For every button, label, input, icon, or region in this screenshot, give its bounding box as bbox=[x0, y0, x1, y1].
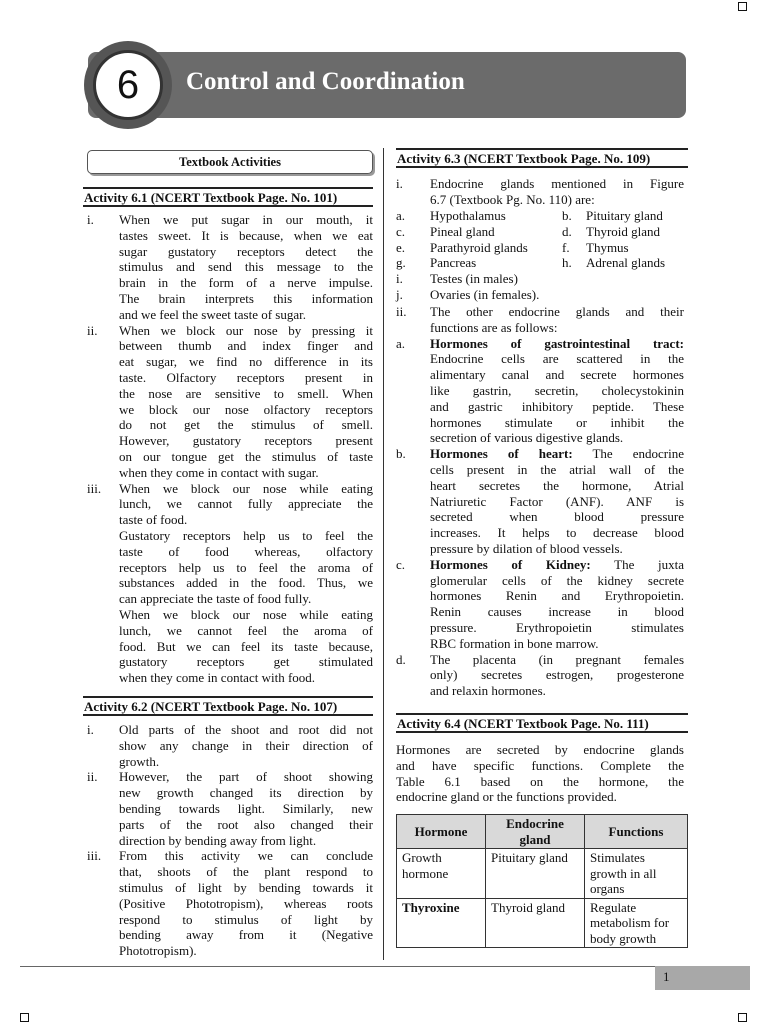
text-line bbox=[396, 320, 684, 336]
line-text: endocrine gland or the functions provided. bbox=[396, 789, 617, 805]
text-line bbox=[87, 943, 373, 959]
line-text: Old parts of the shoot and root did not bbox=[119, 722, 373, 737]
line-text: do not get the stimulus of smell. bbox=[119, 417, 373, 433]
gland-row bbox=[396, 240, 684, 256]
text-line bbox=[87, 244, 373, 260]
line-text: new growth changed its direction by bbox=[119, 785, 373, 801]
list-marker: ii. bbox=[87, 769, 98, 785]
text-line bbox=[87, 591, 373, 607]
list-marker: g. bbox=[396, 255, 406, 271]
table-cell: Regulate metabolism for body growth bbox=[585, 898, 688, 948]
line-text: tastes sweet. It is because, when we eat bbox=[119, 227, 373, 243]
list-marker: a. bbox=[396, 335, 406, 351]
crop-mark-top-right bbox=[738, 2, 747, 11]
line-text: eat sugar, we find no difference in its bbox=[119, 354, 373, 370]
list-marker: e. bbox=[396, 239, 406, 255]
activity-6-1-text bbox=[87, 212, 373, 686]
line-text: Hormones are secreted by endocrine glands bbox=[396, 742, 684, 757]
text-line bbox=[87, 465, 373, 481]
line-text: brain in the form of a nerve impulse. bbox=[119, 275, 373, 291]
line-text: Endocrine cells are scattered in the bbox=[430, 351, 684, 367]
chapter-title: Control and Coordination bbox=[186, 68, 465, 95]
text-line bbox=[396, 604, 684, 620]
table-header: Functions bbox=[585, 815, 688, 849]
text-line bbox=[87, 338, 373, 354]
text-line bbox=[87, 417, 373, 433]
text-line bbox=[396, 667, 684, 683]
line-text: cells present in the atrial wall of the bbox=[430, 461, 684, 477]
text-line bbox=[87, 639, 373, 655]
line-text: secreted when blood pressure bbox=[430, 509, 684, 525]
gland-name: Adrenal glands bbox=[586, 255, 666, 271]
line-text: that, shoots of the plant respond to bbox=[119, 864, 373, 880]
line-text: and have specific functions. Complete the bbox=[396, 757, 684, 773]
text-line bbox=[87, 817, 373, 833]
line-text: stimulus of light by bending towards it bbox=[119, 879, 373, 895]
text-line bbox=[87, 607, 373, 623]
text-line bbox=[87, 528, 373, 544]
text-line bbox=[87, 896, 373, 912]
text-line bbox=[396, 494, 684, 510]
text-line bbox=[87, 275, 373, 291]
text-line bbox=[396, 336, 684, 352]
line-text: pressure. Erythropoietin stimulates bbox=[430, 619, 684, 635]
line-text: hormones stimulate or inhibit the bbox=[430, 414, 684, 430]
line-text: lunch, we cannot feel the aroma of bbox=[119, 622, 373, 638]
line-text: secretion of various digestive glands. bbox=[430, 430, 624, 446]
hormone-table bbox=[396, 814, 688, 948]
line-text bbox=[430, 336, 684, 352]
line-text: taste of food whereas, olfactory bbox=[119, 543, 373, 559]
line-text: we block our nose olfactory receptors bbox=[119, 401, 373, 417]
text-line bbox=[396, 415, 684, 431]
activity-6-3-text bbox=[396, 304, 684, 699]
gland-row bbox=[396, 224, 684, 240]
text-line bbox=[87, 801, 373, 817]
line-text: respond to stimulus of light by bbox=[119, 911, 373, 927]
text-line bbox=[87, 654, 373, 670]
text-line bbox=[396, 758, 684, 774]
line-text: (Positive Phototropism), whereas roots bbox=[119, 895, 373, 911]
text-line bbox=[87, 912, 373, 928]
line-text: taste of food. bbox=[119, 512, 188, 528]
line-text: functions are as follows: bbox=[430, 319, 558, 335]
activity-6-4-text bbox=[396, 742, 684, 805]
gland-row bbox=[396, 287, 684, 303]
sub-heading: Hormones of heart: bbox=[430, 446, 573, 462]
activity-6-3-intro bbox=[396, 176, 684, 208]
line-text: glomerular cells of the kidney secrete bbox=[430, 572, 684, 588]
table-header: Endocrine gland bbox=[486, 815, 585, 849]
list-marker: h. bbox=[562, 255, 572, 271]
text-line bbox=[396, 430, 684, 446]
line-text: Phototropism). bbox=[119, 943, 197, 959]
text-line bbox=[396, 636, 684, 652]
line-text: Natriuretic Factor (ANF). ANF is bbox=[430, 493, 684, 509]
line-text: substances added in the food. Thus, we bbox=[119, 575, 373, 591]
endocrine-gland-list bbox=[396, 208, 684, 303]
text-line bbox=[87, 307, 373, 323]
text-line bbox=[396, 789, 684, 805]
line-text: the nose are sensitive to smell. When bbox=[119, 385, 373, 401]
table-cell: Growth hormone bbox=[397, 849, 486, 899]
list-marker: i. bbox=[396, 271, 403, 287]
line-text: bending towards light. Similarly, new bbox=[119, 800, 373, 816]
text-line bbox=[87, 927, 373, 943]
text-line bbox=[87, 670, 373, 686]
gland-name: Hypothalamus bbox=[430, 208, 506, 223]
line-text: The placenta (in pregnant females bbox=[430, 651, 684, 667]
list-marker: ii. bbox=[396, 304, 407, 319]
line-text: stimulus and send this message to the bbox=[119, 259, 373, 275]
gland-name: Pineal gland bbox=[430, 223, 495, 239]
line-text: heart secretes the hormone, Atrial bbox=[430, 477, 684, 493]
list-marker: b. bbox=[562, 208, 572, 223]
text-line bbox=[87, 354, 373, 370]
line-text: direction by bending away from light. bbox=[119, 832, 317, 848]
line-text: From this activity we can conclude bbox=[119, 848, 373, 864]
text-line bbox=[87, 575, 373, 591]
list-marker: c. bbox=[396, 223, 406, 239]
text-line bbox=[87, 623, 373, 639]
text-line bbox=[396, 351, 684, 367]
list-marker: j. bbox=[396, 286, 403, 302]
list-marker: d. bbox=[396, 651, 406, 667]
line-text: Endocrine glands mentioned in Figure bbox=[430, 176, 684, 191]
line-text: When we block our nose while eating bbox=[119, 606, 373, 622]
line-text: gustatory receptors get stimulated bbox=[119, 654, 373, 670]
table-row bbox=[397, 898, 688, 948]
list-marker: c. bbox=[396, 556, 406, 572]
text-line bbox=[396, 383, 684, 399]
text-line bbox=[396, 588, 684, 604]
text-line bbox=[87, 738, 373, 754]
activity-6-2-text bbox=[87, 722, 373, 959]
line-text: However, gustatory receptors present bbox=[119, 433, 373, 449]
table-cell: Stimulates growth in all organs bbox=[585, 849, 688, 899]
gland-name: Thymus bbox=[586, 239, 629, 255]
text-line bbox=[87, 769, 373, 785]
table-header: Hormone bbox=[397, 815, 486, 849]
line-text: between thumb and index finger and bbox=[119, 338, 373, 354]
line-text: and relaxin hormones. bbox=[430, 683, 546, 699]
line-text: and gastric inhibitory peptide. These bbox=[430, 398, 684, 414]
line-text: taste. Olfactory receptors present in bbox=[119, 369, 373, 385]
text-line bbox=[396, 509, 684, 525]
table-row bbox=[397, 849, 688, 899]
line-text: bending away from it (Negative bbox=[119, 927, 373, 943]
gland-name: Ovaries (in females). bbox=[430, 286, 540, 302]
text-line bbox=[87, 512, 373, 528]
list-marker: i. bbox=[87, 212, 94, 227]
activity-6-1-heading: Activity 6.1 (NCERT Textbook Page. No. 101) bbox=[83, 187, 373, 207]
line-text: Gustatory receptors help us to feel the bbox=[119, 527, 373, 543]
line-text: pressure by dilation of blood vessels. bbox=[430, 540, 623, 556]
text-line bbox=[87, 496, 373, 512]
crop-mark-bottom-right bbox=[738, 1013, 747, 1022]
line-text: when they come in contact with sugar. bbox=[119, 464, 319, 480]
gland-name: Thyroid gland bbox=[586, 223, 661, 239]
table-cell: Thyroxine bbox=[397, 898, 486, 948]
text-line bbox=[87, 754, 373, 770]
line-text: RBC formation in bone marrow. bbox=[430, 635, 599, 651]
table-cell: Pituitary gland bbox=[486, 849, 585, 899]
gland-row bbox=[396, 271, 684, 287]
line-text: sugar gustatory receptors detect the bbox=[119, 243, 373, 259]
line-text: on our tongue get the stimulus of taste bbox=[119, 448, 373, 464]
line-text: parts of the root also changed their bbox=[119, 816, 373, 832]
text-line bbox=[87, 785, 373, 801]
gland-name: Parathyroid glands bbox=[430, 239, 528, 255]
line-text: increases. It helps to decrease blood bbox=[430, 525, 684, 541]
text-line bbox=[396, 620, 684, 636]
text-line bbox=[396, 399, 684, 415]
line-text: When we block our nose while eating bbox=[119, 480, 373, 496]
chapter-number: 6 bbox=[93, 50, 163, 120]
text-line bbox=[87, 722, 373, 738]
list-marker: iii. bbox=[87, 848, 102, 864]
list-marker: ii. bbox=[87, 322, 98, 338]
text-line bbox=[87, 848, 373, 864]
activity-6-2-heading: Activity 6.2 (NCERT Textbook Page. No. 107) bbox=[83, 696, 373, 716]
column-divider bbox=[383, 148, 384, 960]
text-line bbox=[87, 386, 373, 402]
text-line bbox=[396, 742, 684, 758]
text-line bbox=[87, 449, 373, 465]
text-line bbox=[87, 433, 373, 449]
sub-heading: Hormones of gastrointestinal tract: bbox=[430, 335, 684, 351]
text-line bbox=[396, 462, 684, 478]
text-line bbox=[87, 560, 373, 576]
line-text: The brain interprets this information bbox=[119, 290, 373, 306]
text-line bbox=[396, 525, 684, 541]
line-text: 6.7 (Textbook Pg. No. 110) are: bbox=[430, 191, 595, 207]
text-line bbox=[87, 481, 373, 497]
text-line bbox=[396, 446, 684, 462]
line-text: hormones Renin and Erythropoietin. bbox=[430, 588, 684, 604]
list-marker: f. bbox=[562, 239, 570, 255]
gland-row bbox=[396, 255, 684, 271]
page-number: 1 bbox=[655, 966, 750, 990]
line-text: like gastrin, secretin, cholecystokinin bbox=[430, 382, 684, 398]
line-text: and we feel the sweet taste of sugar. bbox=[119, 306, 306, 322]
activity-6-4-heading: Activity 6.4 (NCERT Textbook Page. No. 111) bbox=[396, 713, 688, 733]
gland-name: Testes (in males) bbox=[430, 271, 518, 287]
textbook-activities-label: Textbook Activities bbox=[87, 150, 373, 174]
line-text: However, the part of shoot showing bbox=[119, 769, 373, 785]
line-text: The juxta bbox=[590, 556, 684, 572]
text-line bbox=[396, 541, 684, 557]
text-line bbox=[396, 367, 684, 383]
text-line bbox=[87, 833, 373, 849]
text-line bbox=[396, 176, 684, 192]
text-line bbox=[396, 683, 684, 699]
line-text: lunch, we cannot fully appreciate the bbox=[119, 496, 373, 512]
list-marker: b. bbox=[396, 446, 406, 462]
text-line bbox=[87, 323, 373, 339]
line-text: When we put sugar in our mouth, it bbox=[119, 212, 373, 227]
line-text: The endocrine bbox=[572, 446, 684, 462]
text-line bbox=[87, 402, 373, 418]
line-text: food. But we can feel its taste because, bbox=[119, 638, 373, 654]
text-line bbox=[396, 304, 684, 320]
text-line bbox=[87, 864, 373, 880]
text-line bbox=[396, 573, 684, 589]
line-text: Table 6.1 based on the hormone, the bbox=[396, 773, 684, 789]
list-marker: iii. bbox=[87, 480, 102, 496]
text-line bbox=[396, 557, 684, 573]
line-text: growth. bbox=[119, 753, 160, 769]
line-text bbox=[430, 446, 684, 462]
footer-rule bbox=[20, 966, 750, 967]
text-line bbox=[87, 212, 373, 228]
text-line bbox=[87, 880, 373, 896]
list-marker: i. bbox=[396, 176, 403, 191]
text-line bbox=[396, 192, 684, 208]
line-text bbox=[430, 557, 684, 573]
list-marker: i. bbox=[87, 722, 94, 737]
text-line bbox=[87, 259, 373, 275]
table-cell: Thyroid gland bbox=[486, 898, 585, 948]
list-marker: d. bbox=[562, 223, 572, 239]
text-line bbox=[87, 291, 373, 307]
line-text: only) secretes estrogen, progesterone bbox=[430, 667, 684, 683]
line-text: When we block our nose by pressing it bbox=[119, 322, 373, 338]
gland-name: Pancreas bbox=[430, 255, 477, 271]
gland-row bbox=[396, 208, 684, 224]
text-line bbox=[396, 774, 684, 790]
text-line bbox=[396, 652, 684, 668]
line-text: when they come in contact with food. bbox=[119, 670, 316, 686]
sub-heading: Hormones of Kidney: bbox=[430, 556, 591, 572]
text-line bbox=[396, 478, 684, 494]
gland-name: Pituitary gland bbox=[586, 208, 663, 223]
activity-6-3-heading: Activity 6.3 (NCERT Textbook Page. No. 109) bbox=[396, 148, 688, 168]
text-line bbox=[87, 228, 373, 244]
crop-mark-bottom-left bbox=[20, 1013, 29, 1022]
line-text: receptors help us to feel the aroma of bbox=[119, 559, 373, 575]
text-line bbox=[87, 370, 373, 386]
line-text: show any change in their direction of bbox=[119, 737, 373, 753]
text-line bbox=[87, 544, 373, 560]
line-text: can appreciate the taste of food fully. bbox=[119, 591, 312, 607]
list-marker: a. bbox=[396, 208, 406, 223]
line-text: alimentary canal and secrete hormones bbox=[430, 367, 684, 383]
line-text: The other endocrine glands and their bbox=[430, 304, 684, 319]
line-text: Renin causes increase in blood bbox=[430, 604, 684, 620]
